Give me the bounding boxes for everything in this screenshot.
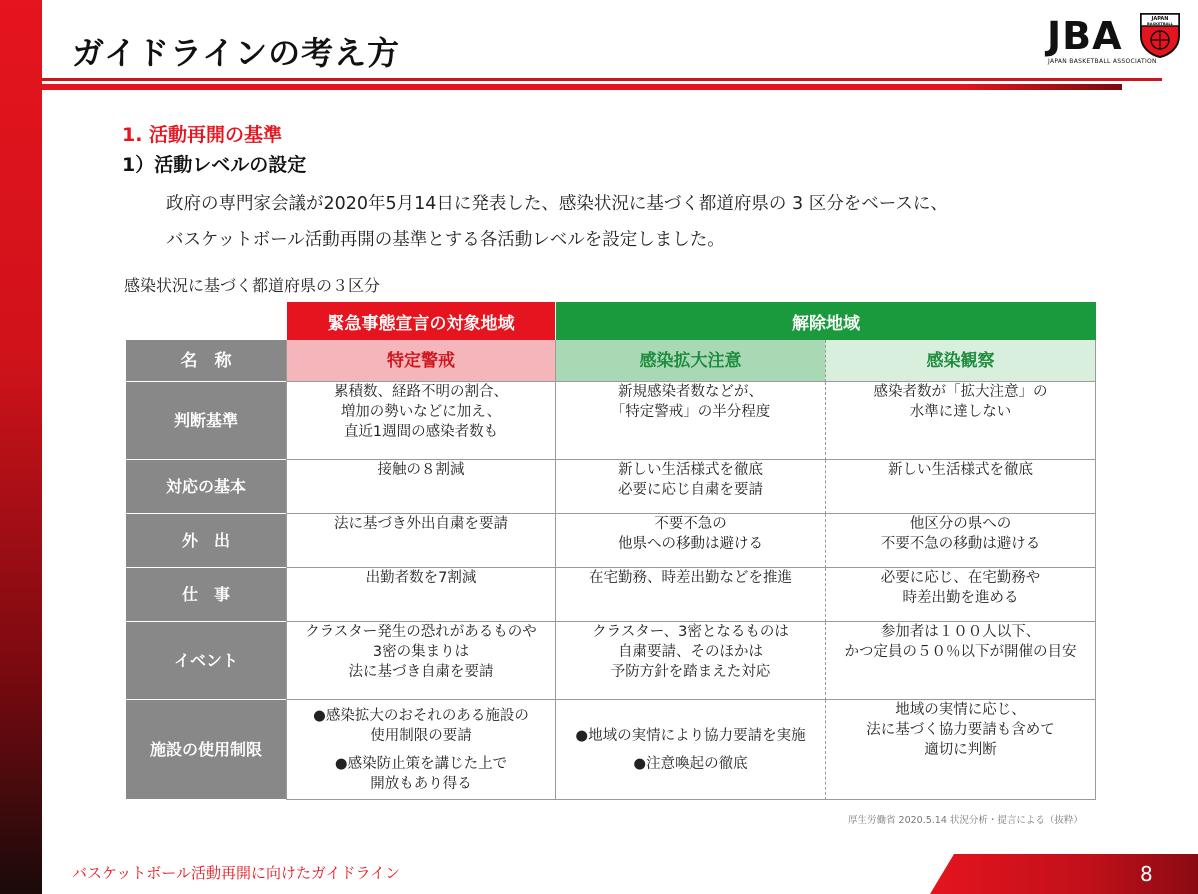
- table-cell: [825, 700, 1096, 800]
- cell-line: 予防方針を踏まえた対応: [610, 664, 771, 680]
- cell-line: 増加の勢いなどに加え、: [340, 404, 502, 420]
- intro-line-2: バスケットボール活動再開の基準とする各活動レベルを設定しました。: [166, 230, 725, 250]
- header-divider: [42, 78, 1162, 81]
- footer-title: バスケットボール活動再開に向けたガイドライン: [72, 864, 401, 882]
- table-header-row: [126, 340, 1096, 382]
- subsection-heading: 1）活動レベルの設定: [122, 154, 307, 176]
- cell-line: クラスター、3密となるものは: [592, 624, 789, 640]
- bullet-item: [313, 706, 529, 746]
- cell-line: ●感染防止策を講じた上で: [334, 755, 508, 772]
- cell-line: 使用制限の要請: [370, 727, 472, 744]
- row-label-basic: 対応の基本: [126, 460, 286, 514]
- cell-line: 3密の集まりは: [372, 644, 470, 660]
- row-label-work: 仕 事: [126, 568, 286, 622]
- cell-line: 参加者は１００人以下、: [880, 624, 1041, 640]
- source-note: 厚生労働省 2020.5.14 状況分析・提言による（抜粋）: [848, 815, 1083, 826]
- cell-line: 「特定警戒」の半分程度: [610, 404, 771, 420]
- row-label-outing: 外 出: [126, 514, 286, 568]
- prefecture-category-table: [126, 302, 1096, 800]
- cell-line: 累積数、経路不明の割合、: [334, 384, 508, 400]
- table-row: [126, 460, 1096, 514]
- cell-line: 開放もあり得る: [370, 775, 472, 792]
- cell-line: 不要不急の: [654, 516, 727, 532]
- logo-subtitle: JAPAN BASKETBALL ASSOCIATION: [1048, 58, 1157, 65]
- table-cell: [286, 622, 555, 700]
- table-caption: 感染状況に基づく都道府県の３区分: [124, 276, 381, 295]
- svg-text:JAPAN: JAPAN: [1151, 16, 1169, 22]
- table-cell: [825, 460, 1096, 514]
- cell-line: ●注意喚起の徹底: [633, 755, 748, 772]
- cell-line: 必要に応じ自粛を要請: [618, 482, 763, 498]
- cell-line: かつ定員の５０％以下が開催の目安: [844, 644, 1077, 660]
- cell-line: 必要に応じ、在宅勤務や: [880, 570, 1041, 586]
- cell-line: 法に基づく協力要請も含めて: [866, 722, 1055, 738]
- cell-line: 自粛要請、そのほかは: [618, 644, 763, 660]
- group-header-emergency: 緊急事態宣言の対象地域: [287, 302, 555, 340]
- cell-line: 感染者数が「拡大注意」の: [873, 384, 1048, 400]
- logo-text: JBA: [1047, 14, 1123, 58]
- group-header-lifted: 解除地域: [556, 302, 1096, 340]
- page-number: 8: [1140, 862, 1153, 886]
- cell-line: 法に基づき外出自粛を要請: [334, 516, 508, 532]
- table-cell: [555, 622, 825, 700]
- row-label-event: イベント: [126, 622, 286, 700]
- cell-line: ●地域の実情により協力要請を実施: [575, 727, 806, 744]
- column-header-observation: 感染観察: [825, 340, 1096, 382]
- column-header-expansion-caution: 感染拡大注意: [555, 340, 825, 382]
- page-title: ガイドラインの考え方: [72, 34, 401, 72]
- svg-text:BASKETBALL: BASKETBALL: [1147, 22, 1173, 26]
- table-cell: [555, 460, 825, 514]
- table-cell: [286, 382, 555, 460]
- table-row: [126, 700, 1096, 800]
- cell-line: 他県への移動は避ける: [618, 536, 763, 552]
- cell-line: クラスター発生の恐れがあるものや: [305, 624, 537, 640]
- cell-line: 新しい生活様式を徹底: [888, 462, 1033, 478]
- cell-line: 水準に達しない: [909, 404, 1012, 420]
- table-cell: [286, 568, 555, 622]
- table-cell: [555, 514, 825, 568]
- intro-paragraph: [166, 186, 1146, 258]
- slide-header: [42, 0, 1198, 90]
- column-header-special-alert: 特定警戒: [286, 340, 555, 382]
- cell-line: 在宅勤務、時差出勤などを推進: [589, 570, 792, 586]
- bullet-item: [313, 754, 529, 794]
- table-cell: [825, 514, 1096, 568]
- header-label-name: 名 称: [126, 340, 286, 382]
- table-row: [126, 514, 1096, 568]
- intro-line-1: 政府の専門家会議が2020年5月14日に発表した、感染状況に基づく都道府県の 3 区分をベースに、: [166, 194, 948, 214]
- left-accent-bar: [0, 0, 42, 894]
- bullet-item: [575, 726, 805, 746]
- table-row: [126, 622, 1096, 700]
- basketball-shield-icon: [1139, 10, 1181, 58]
- table-cell: [286, 700, 555, 800]
- table-cell: [555, 700, 825, 800]
- cell-line: 新規感染者数などが、: [618, 384, 763, 400]
- row-label-criteria: 判断基準: [126, 382, 286, 460]
- table-cell: [286, 460, 555, 514]
- header-accent-bar: [42, 84, 1122, 90]
- footer-accent-shape: [930, 854, 1198, 894]
- bullet-list: [313, 706, 529, 794]
- table-cell: [825, 382, 1096, 460]
- row-label-facility: 施設の使用制限: [126, 700, 286, 800]
- cell-line: 他区分の県への: [909, 516, 1012, 532]
- jba-logo: [1047, 8, 1187, 70]
- cell-line: 不要不急の移動は避ける: [880, 536, 1041, 552]
- cell-line: 接触の８割減: [377, 462, 465, 478]
- table-cell: [825, 622, 1096, 700]
- cell-line: 出勤者数を7割減: [365, 570, 477, 586]
- cell-line: 適切に判断: [924, 742, 997, 758]
- table-cell: [555, 568, 825, 622]
- cell-line: ●感染拡大のおそれのある施設の: [313, 707, 529, 724]
- bullet-list: [575, 726, 805, 774]
- cell-line: 地域の実情に応じ、: [895, 702, 1026, 718]
- cell-line: 新しい生活様式を徹底: [618, 462, 763, 478]
- table-row: [126, 568, 1096, 622]
- cell-line: 法に基づき自粛を要請: [348, 664, 494, 680]
- bullet-item: [575, 754, 805, 774]
- section-heading: 1. 活動再開の基準: [122, 124, 283, 146]
- table-row: [126, 382, 1096, 460]
- cell-line: 時差出勤を進める: [902, 590, 1019, 606]
- table-cell: [555, 382, 825, 460]
- table-cell: [825, 568, 1096, 622]
- cell-line: 直近1週間の感染者数も: [343, 424, 499, 440]
- table-cell: [286, 514, 555, 568]
